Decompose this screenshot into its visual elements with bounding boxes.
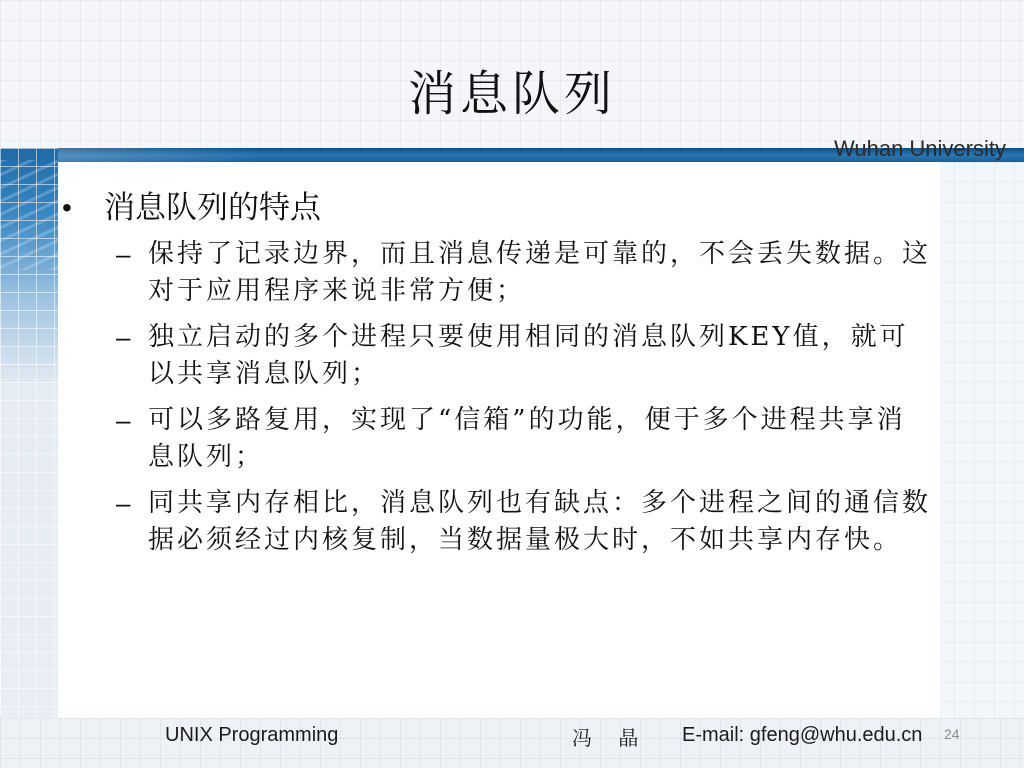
right-decorative-strip (934, 162, 1024, 722)
bullet-item (60, 186, 940, 230)
sub-item-2 (60, 319, 940, 393)
sub-item-text: 同共享内存相比，消息队列也有缺点：多个进程之间的通信数据必须经过内核复制，当数据量极大时，不如共享内存快。 (148, 488, 932, 555)
sub-item-text: 独立启动的多个进程只要使用相同的消息队列KEY值，就可以共享消息队列； (148, 322, 909, 389)
organization-label: Wuhan University (834, 136, 1006, 161)
footer-email: E-mail: gfeng@whu.edu.cn (682, 724, 923, 746)
slide-body (60, 186, 940, 568)
dash-marker: – (116, 239, 131, 269)
left-decorative-rays (0, 160, 58, 270)
slide-title: 消息队列 (407, 66, 616, 122)
dash-marker: – (116, 405, 131, 435)
sub-item-4 (60, 485, 940, 559)
sub-item-text: 保持了记录边界，而且消息传递是可靠的，不会丢失数据。这对于应用程序来说非常方便； (148, 239, 932, 306)
footer-author: 冯 晶 (572, 726, 649, 750)
sub-item-text: 可以多路复用，实现了“信箱”的功能，便于多个进程共享消息队列； (148, 405, 906, 472)
page-number: 24 (944, 726, 960, 742)
bullet-marker: • (62, 192, 72, 223)
dash-marker: – (116, 488, 131, 518)
footer-course: UNIX Programming (165, 724, 339, 746)
dash-marker: – (116, 322, 131, 352)
sub-item-3 (60, 402, 940, 476)
bullet-text: 消息队列的特点 (104, 190, 321, 226)
sub-item-1 (60, 236, 940, 310)
